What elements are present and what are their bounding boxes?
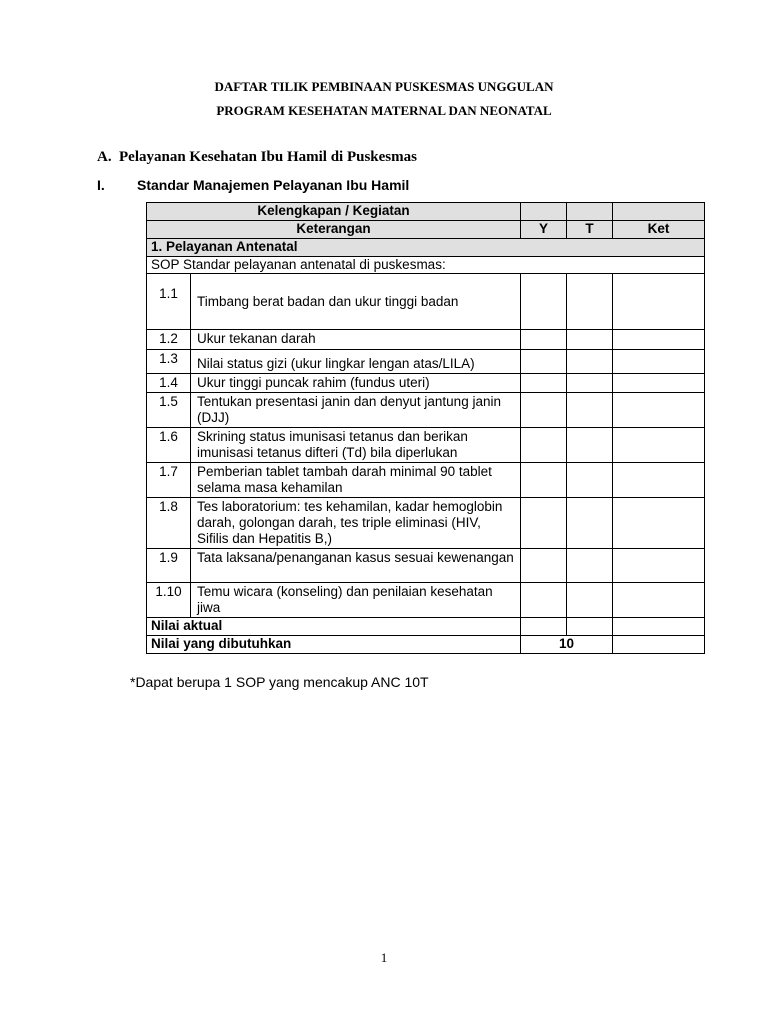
nilai-dibutuhkan-label: Nilai yang dibutuhkan xyxy=(147,636,521,654)
header-empty-cell xyxy=(613,203,705,221)
row-number: 1.3 xyxy=(147,350,191,374)
nilai-aktual-value[interactable] xyxy=(567,618,613,636)
section-i-title: Standar Manajemen Pelayanan Ibu Hamil xyxy=(137,177,410,193)
y-checkbox-cell[interactable] xyxy=(521,393,567,428)
t-checkbox-cell[interactable] xyxy=(567,583,613,618)
t-checkbox-cell[interactable] xyxy=(567,428,613,463)
y-checkbox-cell[interactable] xyxy=(521,583,567,618)
row-number: 1.6 xyxy=(147,428,191,463)
nilai-dibutuhkan-value: 10 xyxy=(521,636,613,654)
t-checkbox-cell[interactable] xyxy=(567,350,613,374)
header-empty-cell xyxy=(567,203,613,221)
t-checkbox-cell[interactable] xyxy=(567,393,613,428)
table-row xyxy=(147,549,705,583)
y-checkbox-cell[interactable] xyxy=(521,498,567,549)
row-text: Timbang berat badan dan ukur tinggi badan xyxy=(191,274,521,330)
table-header-row xyxy=(147,221,705,239)
table-row xyxy=(147,428,705,463)
header-keterangan: Keterangan xyxy=(147,221,521,239)
sop-cell: SOP Standar pelayanan antenatal di puskesmas: xyxy=(147,257,705,274)
header-t: T xyxy=(567,221,613,239)
y-checkbox-cell[interactable] xyxy=(521,374,567,393)
document-title-line1: DAFTAR TILIK PEMBINAAN PUSKESMAS UNGGULAN xyxy=(214,79,554,94)
section-i-marker: I. xyxy=(97,177,105,193)
nilai-dibutuhkan-row xyxy=(147,636,705,654)
ket-cell[interactable] xyxy=(613,274,705,330)
section-a-heading xyxy=(97,149,417,166)
table-row xyxy=(147,350,705,374)
section-row xyxy=(147,239,705,257)
table-row xyxy=(147,274,705,330)
y-checkbox-cell[interactable] xyxy=(521,463,567,498)
row-text: Tentukan presentasi janin dan denyut jantung janin (DJJ) xyxy=(191,393,521,428)
ket-cell[interactable] xyxy=(613,498,705,549)
y-checkbox-cell[interactable] xyxy=(521,350,567,374)
ket-cell[interactable] xyxy=(613,428,705,463)
y-checkbox-cell[interactable] xyxy=(521,428,567,463)
row-number: 1.7 xyxy=(147,463,191,498)
sop-row xyxy=(147,257,705,274)
row-number: 1.2 xyxy=(147,330,191,350)
nilai-dibutuhkan-ket[interactable] xyxy=(613,636,705,654)
nilai-aktual-ket[interactable] xyxy=(613,618,705,636)
t-checkbox-cell[interactable] xyxy=(567,274,613,330)
ket-cell[interactable] xyxy=(613,330,705,350)
footnote: *Dapat berupa 1 SOP yang mencakup ANC 10T xyxy=(130,674,429,690)
section-a-marker: A. xyxy=(97,149,112,165)
t-checkbox-cell[interactable] xyxy=(567,330,613,350)
row-number: 1.1 xyxy=(147,274,191,330)
row-number: 1.8 xyxy=(147,498,191,549)
ket-cell[interactable] xyxy=(613,393,705,428)
nilai-aktual-row xyxy=(147,618,705,636)
header-kelengkapan: Kelengkapan / Kegiatan xyxy=(147,203,521,221)
section-title-cell: 1. Pelayanan Antenatal xyxy=(147,239,705,257)
table-row xyxy=(147,330,705,350)
table-header-row xyxy=(147,203,705,221)
row-number: 1.4 xyxy=(147,374,191,393)
ket-cell[interactable] xyxy=(613,463,705,498)
y-checkbox-cell[interactable] xyxy=(521,330,567,350)
table-row xyxy=(147,374,705,393)
row-number: 1.5 xyxy=(147,393,191,428)
row-text: Ukur tinggi puncak rahim (fundus uteri) xyxy=(191,374,521,393)
section-a-title: Pelayanan Kesehatan Ibu Hamil di Puskesmas xyxy=(119,149,417,165)
t-checkbox-cell[interactable] xyxy=(567,549,613,583)
header-empty-cell xyxy=(521,203,567,221)
table-row xyxy=(147,393,705,428)
ket-cell[interactable] xyxy=(613,350,705,374)
table-row xyxy=(147,583,705,618)
t-checkbox-cell[interactable] xyxy=(567,463,613,498)
ket-cell[interactable] xyxy=(613,583,705,618)
nilai-aktual-label: Nilai aktual xyxy=(147,618,521,636)
row-text: Ukur tekanan darah xyxy=(191,330,521,350)
page-number: 1 xyxy=(380,950,388,965)
nilai-aktual-value[interactable] xyxy=(521,618,567,636)
ket-cell[interactable] xyxy=(613,549,705,583)
table-row xyxy=(147,498,705,549)
ket-cell[interactable] xyxy=(613,374,705,393)
table-row xyxy=(147,463,705,498)
row-text: Tes laboratorium: tes kehamilan, kadar hemoglobin darah, golongan darah, tes triple eliminasi (HIV, Sifilis dan Hepatitis B,) xyxy=(191,498,521,549)
header-ket: Ket xyxy=(613,221,705,239)
row-text: Temu wicara (konseling) dan penilaian kesehatan jiwa xyxy=(191,583,521,618)
document-title-line2: PROGRAM KESEHATAN MATERNAL DAN NEONATAL xyxy=(216,103,552,118)
row-text: Pemberian tablet tambah darah minimal 90 tablet selama masa kehamilan xyxy=(191,463,521,498)
header-y: Y xyxy=(521,221,567,239)
row-text: Nilai status gizi (ukur lingkar lengan atas/LILA) xyxy=(191,350,521,374)
row-number: 1.9 xyxy=(147,549,191,583)
row-number: 1.10 xyxy=(147,583,191,618)
y-checkbox-cell[interactable] xyxy=(521,274,567,330)
row-text: Skrining status imunisasi tetanus dan berikan imunisasi tetanus difteri (Td) bila diperlukan xyxy=(191,428,521,463)
t-checkbox-cell[interactable] xyxy=(567,498,613,549)
t-checkbox-cell[interactable] xyxy=(567,374,613,393)
row-text: Tata laksana/penanganan kasus sesuai kewenangan xyxy=(191,549,521,583)
checklist-table xyxy=(146,202,705,654)
section-i-heading xyxy=(97,177,409,193)
y-checkbox-cell[interactable] xyxy=(521,549,567,583)
